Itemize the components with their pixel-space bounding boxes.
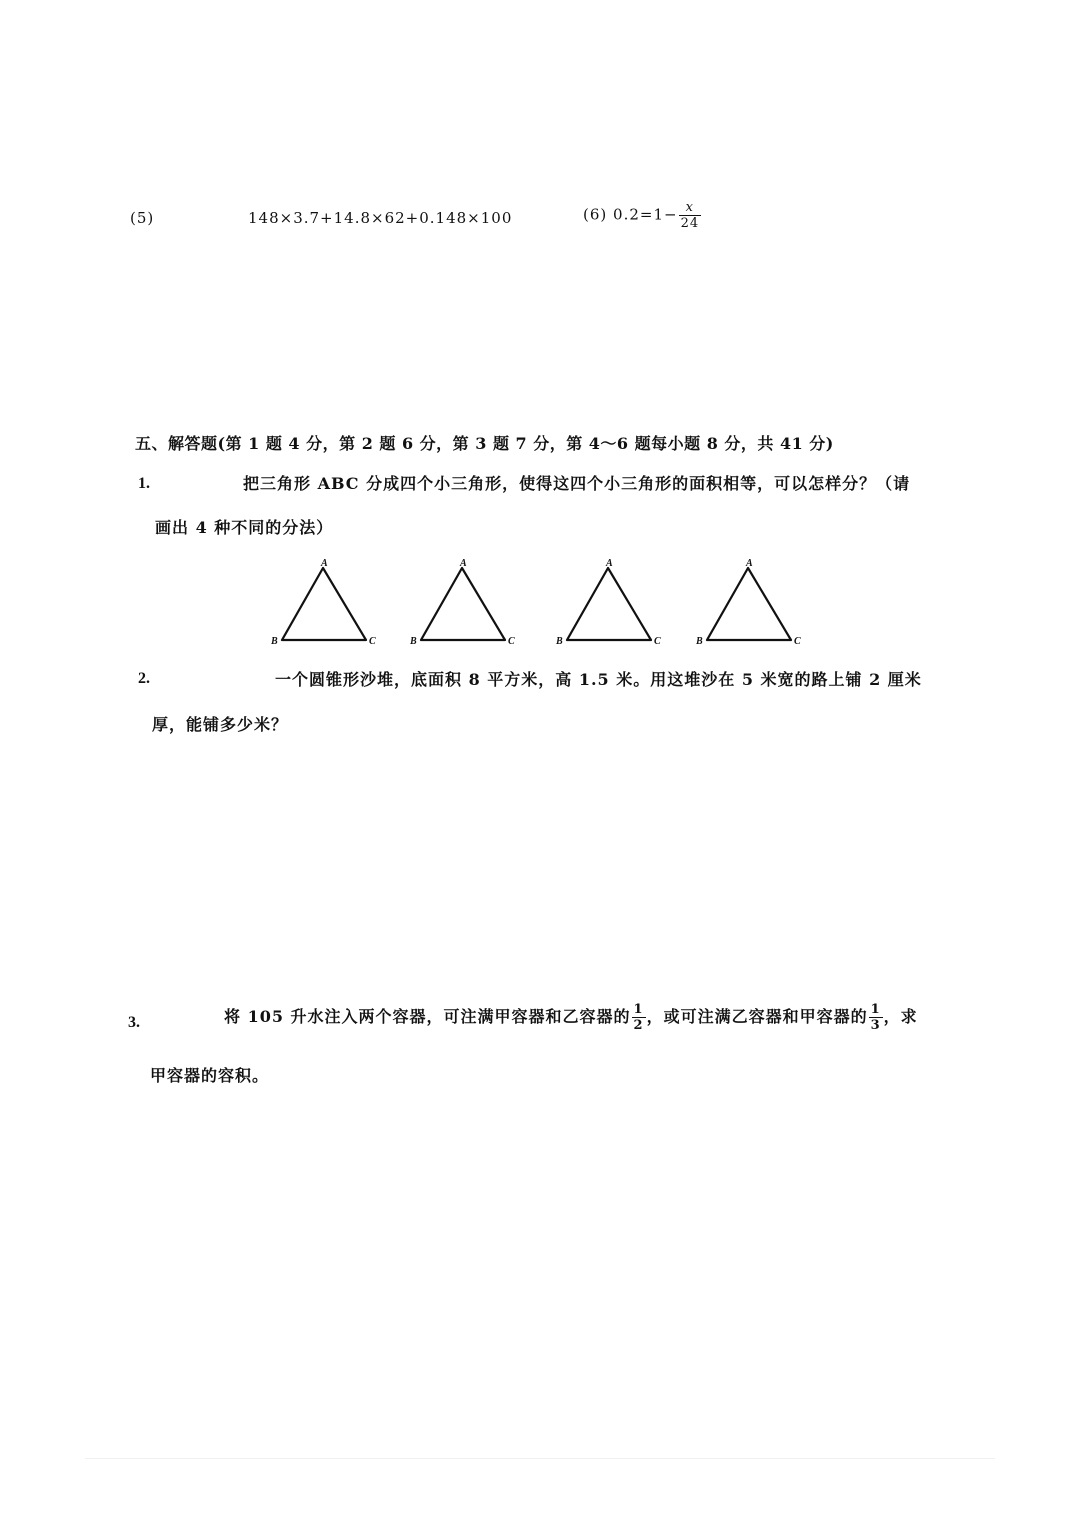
q1-number: 1.: [138, 475, 150, 492]
q3-text-part1: 将 105 升水注入两个容器，可注满甲容器和乙容器的: [224, 1007, 631, 1026]
vertex-label-b: B: [556, 636, 563, 647]
q1-text-line1: 把三角形 ABC 分成四个小三角形，使得这四个小三角形的面积相等，可以怎样分？（请: [243, 474, 911, 493]
item-5-expression: 148×3.7+14.8×62+0.148×100: [248, 209, 513, 227]
q3-text-line1: [224, 1003, 918, 1032]
vertex-label-c: C: [794, 636, 801, 647]
q3-fraction-half-numerator: 1: [633, 1002, 644, 1017]
vertex-label-b: B: [271, 636, 278, 647]
q3-fraction-third-denominator: 3: [870, 1018, 881, 1033]
item-6-fraction-numerator: x: [679, 201, 702, 216]
q3-fraction-third: [869, 1003, 883, 1032]
section-5-heading: 五、解答题(第 1 题 4 分，第 2 题 6 分，第 3 题 7 分，第 4～6 题每小题 8 分，共 41 分): [135, 434, 834, 453]
q1-text-line2: 画出 4 种不同的分法）: [155, 518, 334, 537]
page-bottom-rule: [85, 1458, 995, 1459]
q3-fraction-half: [632, 1003, 646, 1032]
item-6-fraction: [679, 201, 702, 230]
q2-text-line2: 厚，能铺多少米？: [152, 715, 289, 734]
item-6-equation: [583, 201, 702, 230]
q3-text-part3: ，求: [883, 1007, 918, 1026]
vertex-label-b: B: [696, 636, 703, 647]
triangle-abc-1: [265, 556, 385, 648]
vertex-label-a: A: [606, 558, 613, 569]
q3-number: 3.: [128, 1014, 140, 1031]
vertex-label-c: C: [508, 636, 515, 647]
item-6-fraction-denominator: 24: [680, 216, 700, 231]
q3-text-line2: 甲容器的容积。: [150, 1066, 270, 1085]
vertex-label-a: A: [746, 558, 753, 569]
q2-text-line1: 一个圆锥形沙堆，底面积 8 平方米，高 1.5 米。用这堆沙在 5 米宽的路上铺 2 厘米: [275, 670, 922, 689]
vertex-label-c: C: [369, 636, 376, 647]
triangle-abc-3: [550, 556, 670, 648]
vertex-label-a: A: [321, 558, 328, 569]
vertex-label-b: B: [410, 636, 417, 647]
vertex-label-c: C: [654, 636, 661, 647]
vertex-label-a: A: [460, 558, 467, 569]
q2-number: 2.: [138, 670, 150, 687]
q3-fraction-third-numerator: 1: [870, 1002, 881, 1017]
q3-text-part2: ，或可注满乙容器和甲容器的: [646, 1007, 868, 1026]
item-6-lhs: 0.2=1−: [613, 205, 678, 224]
item-5-label: (5): [130, 209, 155, 227]
q3-fraction-half-denominator: 2: [633, 1018, 644, 1033]
item-6-label: (6): [583, 205, 608, 224]
triangle-abc-4: [690, 556, 810, 648]
triangle-abc-2: [404, 556, 524, 648]
